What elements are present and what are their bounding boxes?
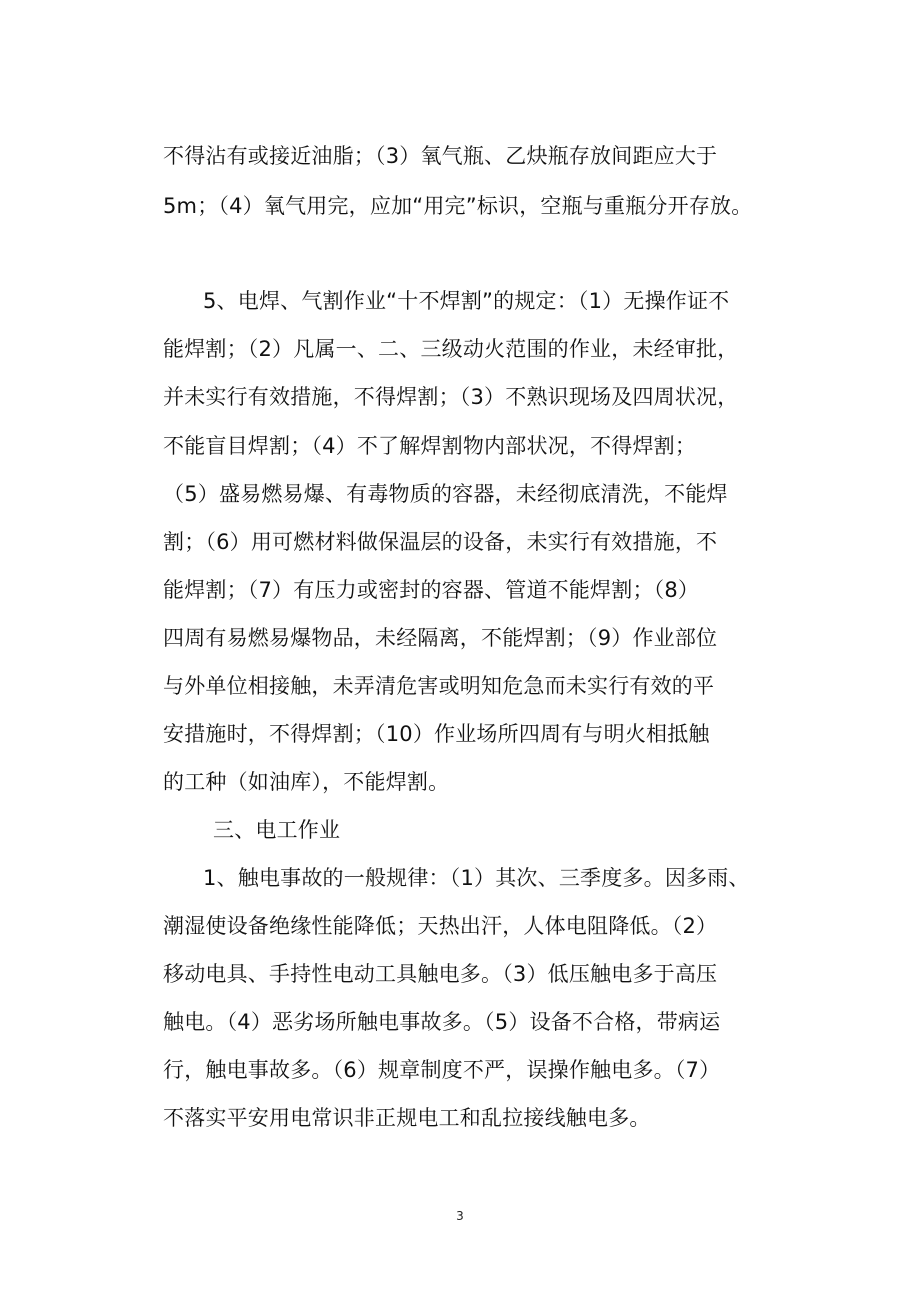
- text-line-2: 5m；（4）氧气用完，应加“用完”标识，空瓶与重瓶分开存放。: [163, 194, 753, 218]
- text-line-5: 并未实行有效措施，不得焊割；（3）不熟识现场及四周状况，: [163, 385, 739, 409]
- text-line-19: 行，触电事故多。（6）规章制度不严，误操作触电多。（7）: [163, 1058, 721, 1082]
- page-number: 3: [456, 1209, 464, 1223]
- text-line-11: 与外单位相接触，未弄清危害或明知危急而未实行有效的平: [163, 674, 715, 698]
- text-line-20: 不落实平安用电常识非正规电工和乱拉接线触电多。: [163, 1106, 651, 1130]
- text-line-16: 潮湿使设备绝缘性能降低；天热出汗，人体电阻降低。（2）: [163, 914, 718, 938]
- text-line-10: 四周有易燃易爆物品，未经隔离，不能焊割；（9）作业部位: [163, 626, 718, 650]
- section-heading: 三、电工作业: [213, 818, 341, 842]
- text-line-15: 1、触电事故的一般规律：（1）其次、三季度多。因多雨、: [203, 866, 750, 890]
- text-line-18: 触电。（4）恶劣场所触电事故多。（5）设备不合格，带病运: [163, 1010, 721, 1034]
- text-line-17: 移动电具、手持性电动工具触电多。（3）低压触电多于高压: [163, 962, 718, 986]
- text-line-4: 能焊割；（2）凡属一、二、三级动火范围的作业，未经审批，: [163, 337, 739, 361]
- text-line-6: 不能盲目焊割；（4）不了解焊割物内部状况，不得焊割；: [163, 434, 697, 458]
- text-line-7: （5）盛易燃易爆、有毒物质的容器，未经彻底清洗，不能焊: [163, 482, 728, 506]
- text-line-12: 安措施时，不得焊割；（10）作业场所四周有与明火相抵触: [163, 722, 710, 746]
- text-line-8: 割；（6）用可燃材料做保温层的设备，未实行有效措施，不: [163, 530, 718, 554]
- text-line-13: 的工种（如油库），不能焊割。: [163, 770, 450, 794]
- text-line-9: 能焊割；（7）有压力或密封的容器、管道不能焊割；（8）: [163, 578, 700, 602]
- text-line-3: 5、电焊、气割作业“十不焊割”的规定：（1）无操作证不: [203, 289, 730, 313]
- text-line-1: 不得沾有或接近油脂；（3）氧气瓶、乙炔瓶存放间距应大于: [163, 144, 718, 168]
